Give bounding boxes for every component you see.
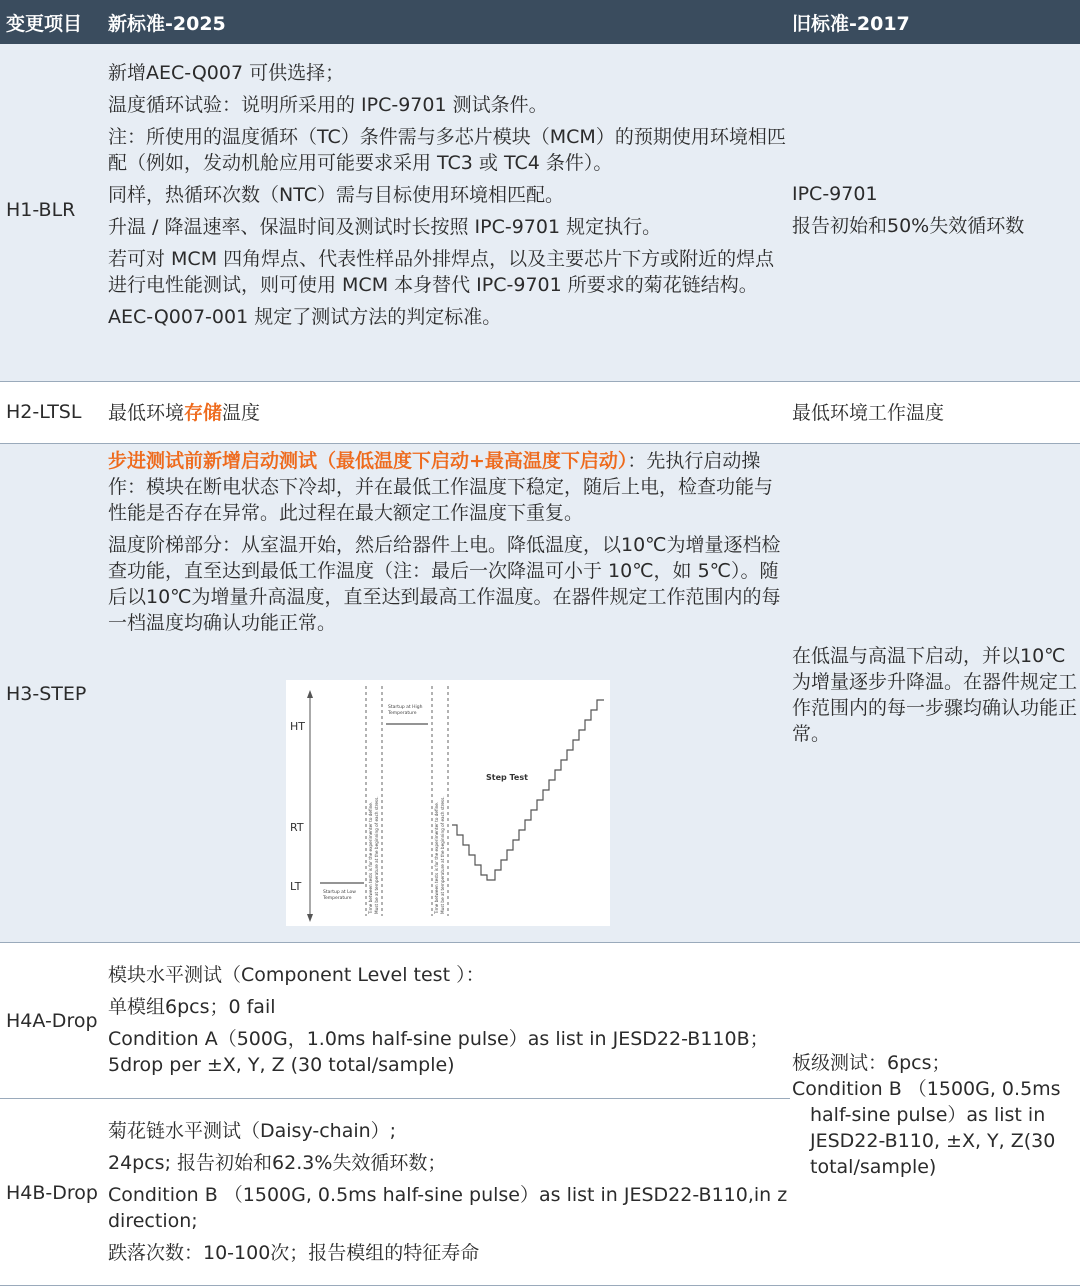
row-code-h2: H2-LTSL	[6, 401, 82, 423]
startup-low-label: Startup at Low	[323, 890, 356, 895]
step-test-label: Step Test	[486, 773, 528, 782]
header-old-standard: 旧标准-2017	[792, 13, 910, 35]
step-test-figure	[286, 680, 610, 926]
h3-new-para-1	[108, 448, 784, 526]
h1-new-line: 新增AEC-Q007 可供选择；	[108, 62, 345, 84]
h1-new-line: 若可对 MCM 四角焊点、代表性样品外排焊点，以及主要芯片下方或附近的焊点进行电性能测试，则可使用 MCM 本身替代 IPC-9701 所要求的菊花链结构。	[108, 248, 775, 296]
h2-new-post: 温度	[222, 402, 261, 424]
h4b-new-line: 菊花链水平测试（Daisy-chain）;	[108, 1120, 397, 1142]
h1-old-line: 报告初始和50%失效循环数	[792, 215, 1025, 237]
step-test-diagram	[286, 680, 610, 926]
h1-new-line: AEC-Q007-001 规定了测试方法的判定标准。	[108, 306, 502, 328]
vertical-note: Must be at temperature at the beginning of each stress.	[440, 796, 445, 914]
h4a-new-line: 模块水平测试（Component Level test ）：	[108, 964, 485, 986]
row-code-h4a: H4A-Drop	[6, 1010, 98, 1032]
h2-old-content: 最低环境工作温度	[792, 402, 945, 424]
h4-old-content	[792, 1050, 1076, 1180]
startup-high-label: Temperature	[388, 711, 417, 716]
h4-old-line: 板级测试：6pcs；	[792, 1052, 951, 1074]
h3-new-highlight: 步进测试前新增启动测试（最低温度下启动+最高温度下启动）	[108, 450, 628, 472]
h1-new-line: 注：所使用的温度循环（TC）条件需与多芯片模块（MCM）的预期使用环境相匹配（例如，发动机舱应用可能要求采用 TC3 或 TC4 条件）。	[108, 126, 786, 174]
vertical-note: Time between tests is for the experimenter to define.	[368, 801, 373, 914]
h1-old-line: IPC-9701	[792, 183, 878, 205]
h3-new-content	[108, 448, 784, 642]
h2-new-highlight: 存储	[184, 402, 223, 424]
h1-new-line: 温度循环试验：说明所采用的 IPC-9701 测试条件。	[108, 94, 548, 116]
row-code-h1: H1-BLR	[6, 199, 76, 221]
table-header	[0, 0, 1080, 44]
h1-new-line: 同样，热循环次数（NTC）需与目标使用环境相匹配。	[108, 184, 564, 206]
vertical-note: Must be at temperature at the beginning of each stress.	[374, 796, 379, 914]
header-new-standard: 新标准-2025	[108, 13, 226, 35]
row-divider	[0, 1285, 1080, 1286]
h4b-new-line: Condition B （1500G, 0.5ms half-sine pulse）as list in JESD22-B110,in z direction;	[108, 1184, 788, 1232]
h3-new-rest: ：先执行启动操作：模块在断电状态下冷却，并在最低工作温度下稳定，随后上电，检查功能与性能是否存在异常。此过程在最大额定工作温度下重复。	[108, 450, 774, 524]
y-label-rt: RT	[290, 821, 304, 834]
h1-old-content	[792, 181, 1072, 245]
h2-new-content	[108, 400, 788, 426]
row-code-h4b: H4B-Drop	[6, 1182, 98, 1204]
h1-new-content	[108, 60, 788, 336]
vertical-note: Time between tests is for the experimenter to define.	[434, 801, 439, 914]
startup-low-label: Temperature	[323, 896, 352, 901]
header-change-item: 变更项目	[6, 13, 83, 35]
y-label-ht: HT	[290, 720, 305, 733]
h4b-new-line: 24pcs; 报告初始和62.3%失效循环数；	[108, 1152, 447, 1174]
row-code-h3: H3-STEP	[6, 683, 87, 705]
h4b-new-line: 跌落次数：10-100次；报告模组的特征寿命	[108, 1242, 480, 1264]
row-divider	[0, 381, 1080, 382]
startup-high-label: Startup at High	[388, 705, 423, 710]
h4a-new-content	[108, 962, 788, 1084]
h2-new-pre: 最低环境	[108, 402, 185, 424]
row-divider	[0, 1098, 790, 1099]
y-label-lt: LT	[290, 880, 302, 893]
h4a-new-line: 单模组6pcs；0 fail	[108, 996, 276, 1018]
h4-old-line: Condition B （1500G, 0.5ms half-sine pulse）as list in JESD22-B110, ±X, Y, Z(30 total/sample)	[792, 1078, 1061, 1178]
h3-old-content: 在低温与高温下启动，并以10℃为增量逐步升降温。在器件规定工作范围内的每一步骤均确认功能正常。	[792, 645, 1078, 745]
h1-new-line: 升温 / 降温速率、保温时间及测试时长按照 IPC-9701 规定执行。	[108, 216, 662, 238]
h4a-new-line: Condition A（500G，1.0ms half-sine pulse）as list in JESD22-B110B；5drop per ±X, Y, Z (30 total/sample)	[108, 1028, 769, 1076]
h3-new-para-2: 温度阶梯部分：从室温开始，然后给器件上电。降低温度，以10℃为增量逐档检查功能，直至达到最低工作温度（注：最后一次降温可小于 10℃，如 5℃）。随后以10℃为增量升高温度，直至达到最高工作温度。在器件规定工作范围内的每一档温度均确认功能正常。	[108, 534, 781, 634]
h4b-new-content	[108, 1118, 788, 1272]
row-divider	[0, 942, 1080, 943]
